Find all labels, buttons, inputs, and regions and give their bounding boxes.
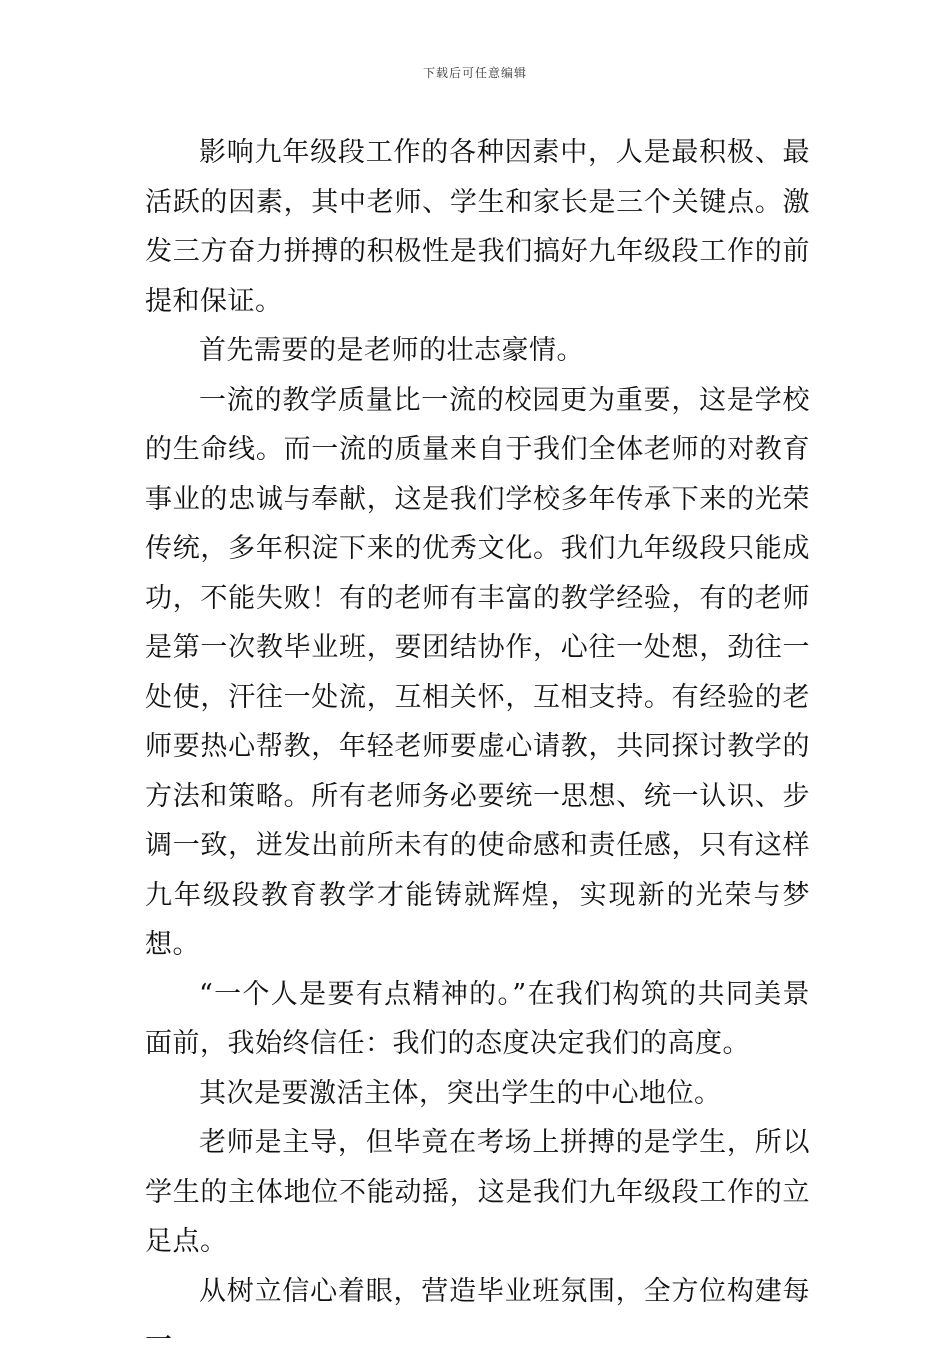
paragraph-teacher-ambition: 首先需要的是老师的壮志豪情。 <box>199 335 584 366</box>
paragraph-student-role: 老师是主导，但毕竟在考场上拼搏的是学生，所以学生的主体地位不能动摇，这是我们九年级段工作的立足点。 <box>145 1127 810 1257</box>
paragraph-student-center: 其次是要激活主体，突出学生的中心地位。 <box>199 1077 722 1109</box>
page-header-note: 下载后可任意编辑 <box>422 66 527 80</box>
paragraph-teaching-quality: 一流的教学质量比一流的校园更为重要，这是学校的生命线。而一流的质量来自于我们全体老师的对教育事业的忠诚与奉献，这是我们学校多年传承下来的光荣传统，多年积淀下来的优秀文化。我们九年级段只能成功，不能失败！有的老师有丰富的教学经验，有的老师是第一次教毕业班，要团结协作，心往一处想，劲往一处使，汗往一处流，互相关怀，互相支持。有经验的老师要热心帮教，年轻老师要虚心请教，共同探讨教学的方法和策略。所有老师务必要统一思想、统一认识、步调一致，迸发出前所未有的使命感和责任感，只有这样九年级段教育教学才能铸就辉煌，实现新的光荣与梦想。 <box>145 384 810 960</box>
paragraph-confidence: 从树立信心着眼，营造毕业班氛围，全方位构建每一 <box>145 1275 810 1356</box>
paragraph-spirit-quote: “一个人是要有点精神的。”在我们构筑的共同美景面前，我始终信任：我们的态度决定我们的高度。 <box>145 978 810 1059</box>
document-body <box>145 128 810 1366</box>
paragraph-factors: 影响九年级段工作的各种因素中，人是最积极、最活跃的因素，其中老师、学生和家长是三个关键点。激发三方奋力拼搏的积极性是我们搞好九年级段工作的前提和保证。 <box>145 137 810 317</box>
